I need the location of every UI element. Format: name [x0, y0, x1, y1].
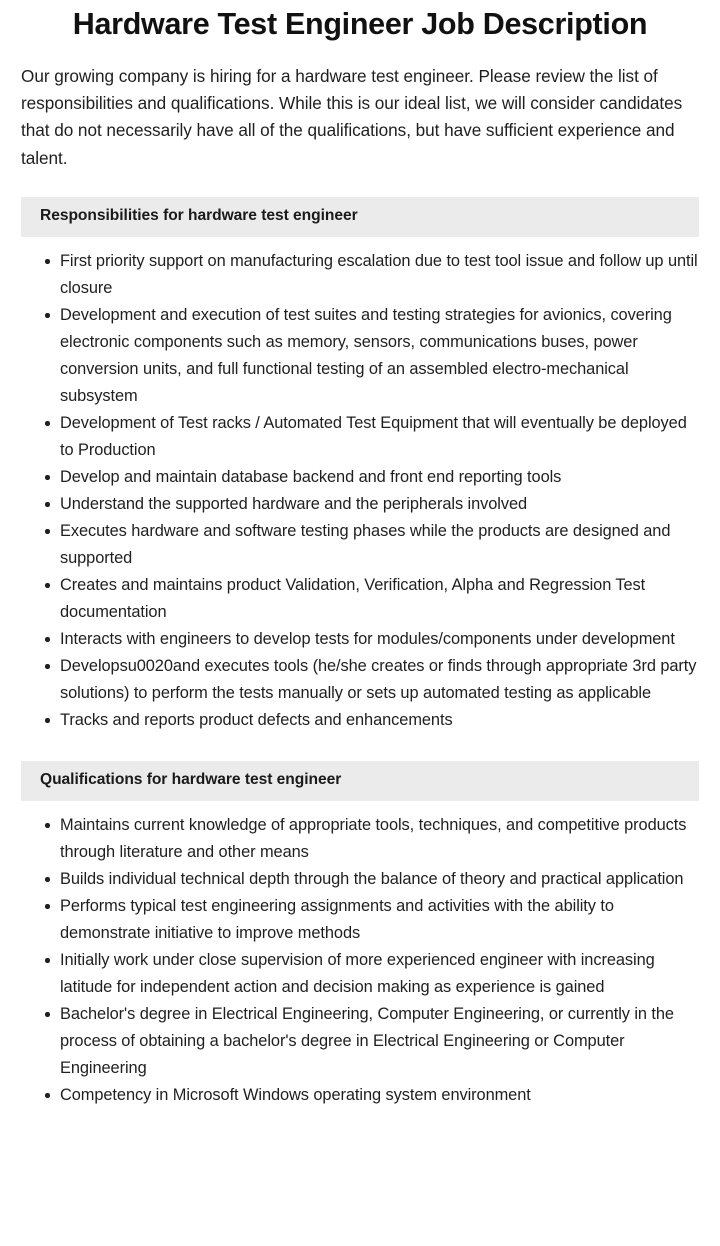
list-item: Initially work under close supervision of more experienced engineer with increasing latitude for independent action and decision making as experience is gained: [21, 947, 699, 1001]
list-item: Executes hardware and software testing phases while the products are designed and supported: [21, 518, 699, 572]
list-item: Interacts with engineers to develop tests for modules/components under development: [21, 626, 699, 653]
responsibilities-list: [21, 237, 699, 734]
list-item: Understand the supported hardware and the peripherals involved: [21, 491, 699, 518]
list-item: Developsu0020and executes tools (he/she creates or finds through appropriate 3rd party solutions) to perform the tests manually or sets up automated testing as applicable: [21, 653, 699, 707]
qualifications-section: [21, 761, 699, 1111]
list-item: Development and execution of test suites and testing strategies for avionics, covering electronic components such as memory, sensors, communications buses, power conversion units, and full functional testing of an assembled electro-mechanical subsystem: [21, 302, 699, 410]
list-item: Builds individual technical depth through the balance of theory and practical application: [21, 866, 699, 893]
list-item: First priority support on manufacturing escalation due to test tool issue and follow up until closure: [21, 248, 699, 302]
list-item: Develop and maintain database backend and front end reporting tools: [21, 464, 699, 491]
responsibilities-section: [21, 197, 699, 736]
page-title: Hardware Test Engineer Job Description: [72, 7, 648, 41]
qualifications-list: [21, 801, 699, 1109]
list-item: Bachelor's degree in Electrical Engineering, Computer Engineering, or currently in the process of obtaining a bachelor's degree in Electrical Engineering or Computer Engineering: [21, 1001, 699, 1082]
list-item: Performs typical test engineering assignments and activities with the ability to demonstrate initiative to improve methods: [21, 893, 699, 947]
intro-paragraph: Our growing company is hiring for a hardware test engineer. Please review the list of responsibilities and qualifications. While this is our ideal list, we will consider candidates that do not necessarily have all of the qualifications, but have sufficient experience and talent.: [21, 66, 683, 168]
qualifications-section-header: Qualifications for hardware test engineer: [21, 761, 699, 801]
list-item: Creates and maintains product Validation, Verification, Alpha and Regression Test documentation: [21, 572, 699, 626]
responsibilities-section-header: Responsibilities for hardware test engineer: [21, 197, 699, 237]
list-item: Tracks and reports product defects and enhancements: [21, 707, 699, 734]
list-item: Competency in Microsoft Windows operating system environment: [21, 1082, 699, 1109]
list-item: Maintains current knowledge of appropriate tools, techniques, and competitive products through literature and other means: [21, 812, 699, 866]
list-item: Development of Test racks / Automated Test Equipment that will eventually be deployed to Production: [21, 410, 699, 464]
